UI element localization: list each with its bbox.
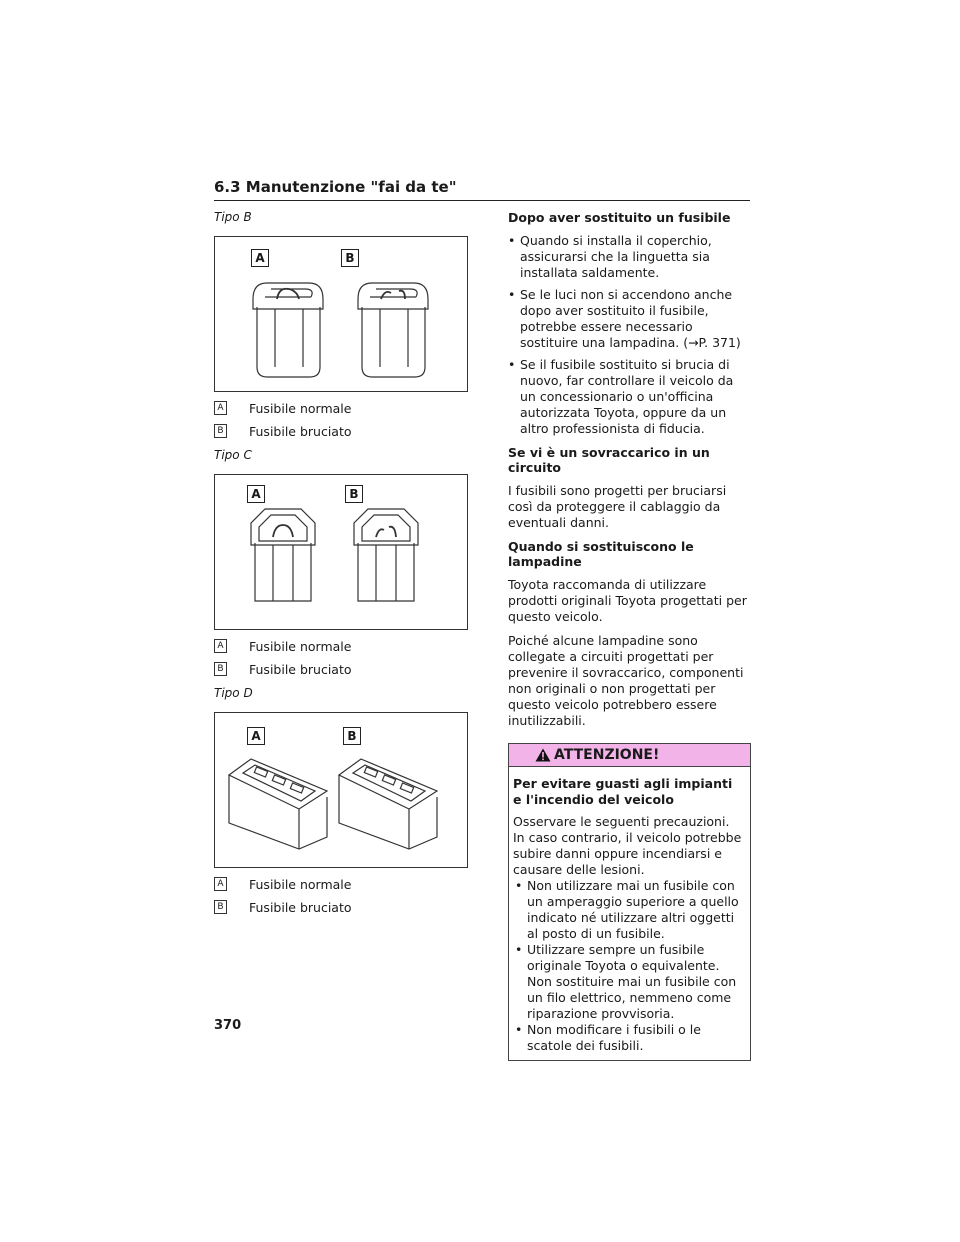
list-item: • Se le luci non si accendono anche dopo aver sostituito il fusibile, potrebbe essere necessario sostituire una lampadina. (→P. 371) [508,287,751,351]
legend-row-a [214,876,470,892]
fuse-type-b-illustration [215,237,469,393]
legend-text-blown: Fusibile bruciato [249,661,352,677]
legend-key-a: A [214,639,227,653]
figure-label-a: A [251,249,269,267]
legend-text-blown: Fusibile bruciato [249,423,352,439]
after-replacement-heading: Dopo aver sostituito un fusibile [508,210,731,225]
figure-label-b: B [343,727,361,745]
list-item: • Utilizzare sempre un fusibile originale Toyota o equivalente. Non sostituire mai un fusibile con un filo elettrico, nemmeno come riparazione provvisoria. [513,942,742,1022]
fuse-figure-type-d [214,712,468,868]
fuse-type-c-illustration [215,475,469,631]
after-replacement-list [508,233,751,437]
figure-label-a: A [247,727,265,745]
warning-header-label: ATTENZIONE! [554,747,660,763]
legend-key-a: A [214,877,227,891]
legend-text-normal: Fusibile normale [249,400,352,416]
left-column [214,210,470,922]
lamps-text-1: Toyota raccomanda di utilizzare prodotti originali Toyota progettati per questo veicolo. [508,577,747,624]
section-title: 6.3 Manutenzione "fai da te" [214,178,750,201]
list-item: • Non modificare i fusibili o le scatole dei fusibili. [513,1022,742,1054]
page-number: 370 [214,1018,242,1033]
warning-title: Per evitare guasti agli impianti e l'incendio del veicolo [513,776,733,807]
warning-body [509,767,750,1060]
legend-text-normal: Fusibile normale [249,876,352,892]
warning-box [508,743,751,1061]
legend-row-a [214,400,470,416]
fuse-type-d-illustration [215,713,469,869]
list-item: • Quando si installa il coperchio, assicurarsi che la linguetta sia installata saldamente. [508,233,751,281]
list-item: • Se il fusibile sostituito si brucia di nuovo, far controllare il veicolo da un concessionario o un'officina autorizzata Toyota, oppure da un altro professionista di fiducia. [508,357,751,437]
legend-key-b: B [214,662,227,676]
type-label-b: Tipo B [214,210,252,224]
type-label-d: Tipo D [214,686,253,700]
fuse-figure-type-c [214,474,468,630]
warning-list [513,878,742,1054]
legend-text-normal: Fusibile normale [249,638,352,654]
figure-label-b: B [345,485,363,503]
fuse-figure-type-b [214,236,468,392]
overload-heading: Se vi è un sovraccarico in un circuito [508,445,710,475]
legend-key-a: A [214,401,227,415]
lamps-text-2: Poiché alcune lampadine sono collegate a circuiti progettati per prevenire il sovraccarico, componenti non originali o non progettati per questo veicolo potrebbero essere inutilizzabili. [508,633,744,728]
lamps-heading: Quando si sostituiscono le lampadine [508,539,694,569]
legend-row-b [214,661,470,677]
legend-row-b [214,423,470,439]
list-item: • Non utilizzare mai un fusibile con un amperaggio superiore a quello indicato né utilizzare altri oggetti al posto di un fusibile. [513,878,742,942]
legend-key-b: B [214,900,227,914]
figure-label-a: A [247,485,265,503]
legend-key-b: B [214,424,227,438]
legend-row-b [214,899,470,915]
overload-text: I fusibili sono progetti per bruciarsi così da proteggere il cablaggio da eventuali danni. [508,483,727,530]
warning-intro: Osservare le seguenti precauzioni. In caso contrario, il veicolo potrebbe subire danni oppure incendiarsi e causare delle lesioni. [513,814,742,877]
warning-header [509,744,750,767]
right-column [508,210,751,1061]
legend-row-a [214,638,470,654]
legend-text-blown: Fusibile bruciato [249,899,352,915]
type-label-c: Tipo C [214,448,252,462]
figure-label-b: B [341,249,359,267]
warning-triangle-icon [535,748,551,762]
